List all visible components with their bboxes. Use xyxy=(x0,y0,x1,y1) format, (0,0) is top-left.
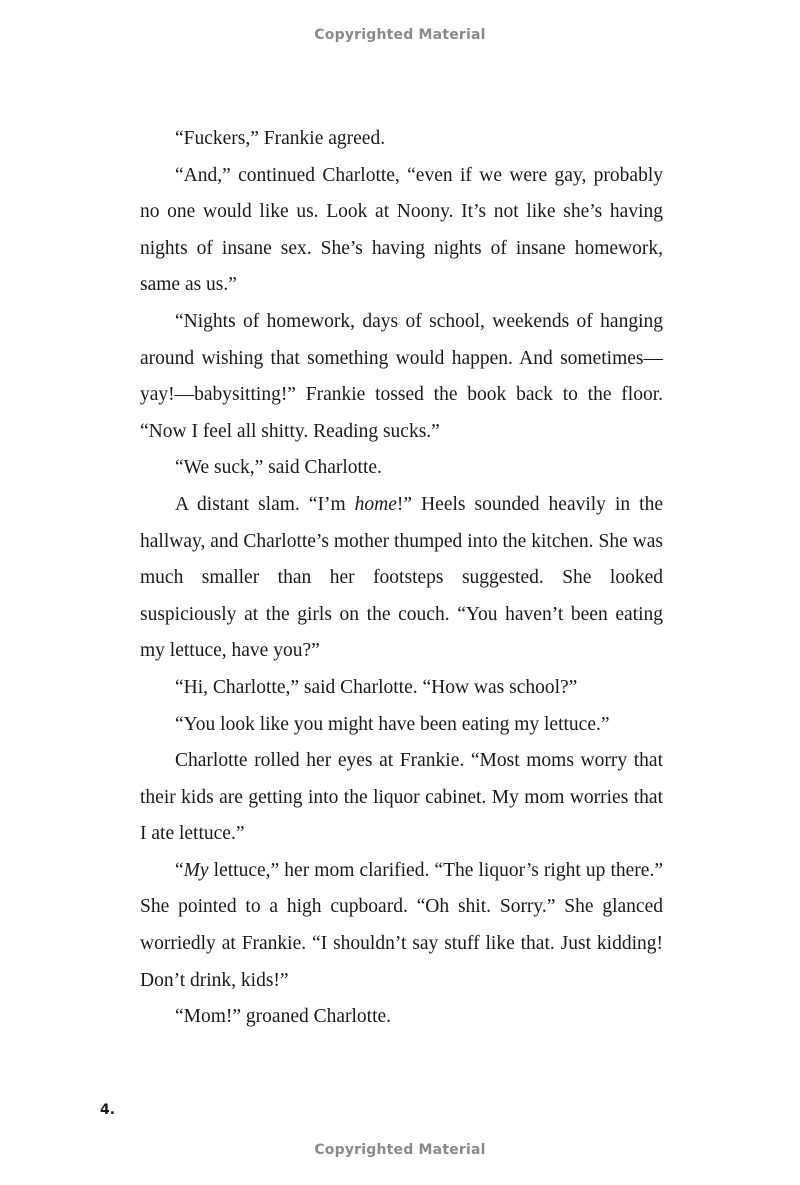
copyright-watermark-top: Copyrighted Material xyxy=(314,27,486,43)
paragraph: “Nights of homework, days of school, weekends of hanging around wishing that something would happen. And sometimes—yay!—babysitting!” Frankie tossed the book back to the floor. “Now I feel all shitty. Reading sucks.” xyxy=(140,310,663,442)
paragraph: “Mom!” groaned Charlotte. xyxy=(175,1006,392,1028)
emphasis: My xyxy=(183,859,209,881)
emphasis: home xyxy=(354,493,397,515)
paragraph: “Fuckers,” Frankie agreed. xyxy=(175,128,386,149)
paragraph: “My lettuce,” her mom clarified. “The liquor’s right up there.” She pointed to a high cupboard. “Oh shit. Sorry.” She glanced worriedly at Frankie. “I shouldn’t say stuff like that. Just kidding! Don’t drink, kids!” xyxy=(140,859,663,991)
paragraph: A distant slam. “I’m home!” Heels sounded heavily in the hallway, and Charlotte’s mother thumped into the kitchen. She was much smaller than her footsteps suggested. She looked suspiciously at the girls on the couch. “You haven’t been eating my lettuce, have you?” xyxy=(140,493,663,662)
paragraph: “Hi, Charlotte,” said Charlotte. “How was school?” xyxy=(175,676,578,698)
copyright-watermark-bottom: Copyrighted Material xyxy=(314,1142,486,1158)
body-text xyxy=(140,121,663,1036)
paragraph: Charlotte rolled her eyes at Frankie. “Most moms worry that their kids are getting into the liquor cabinet. My mom worries that I ate lettuce.” xyxy=(140,750,663,845)
paragraph: “You look like you might have been eating my lettuce.” xyxy=(175,713,610,735)
paragraph: “And,” continued Charlotte, “even if we were gay, probably no one would like us. Look at Noony. It’s not like she’s having nights of insane sex. She’s having nights of insane homework, same as us.” xyxy=(140,164,663,296)
page-number: 4. xyxy=(100,1102,116,1118)
paragraph: “We suck,” said Charlotte. xyxy=(175,457,382,479)
